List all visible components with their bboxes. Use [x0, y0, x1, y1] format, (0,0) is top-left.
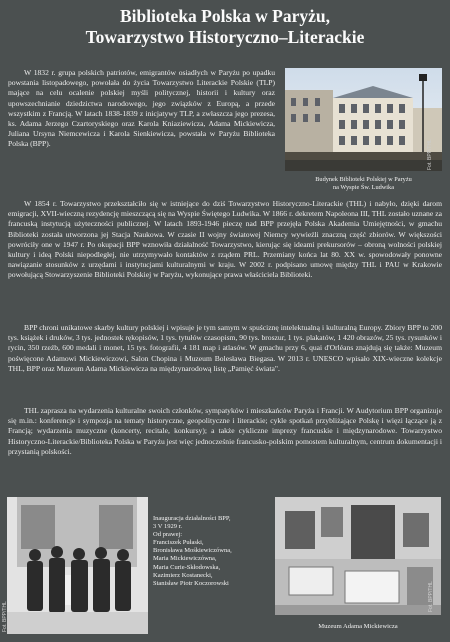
photo-credit-1: Fot. BPP/THL: [427, 139, 433, 170]
inauguration-group-illustration: [7, 497, 148, 634]
caption-line-2: na Wyspie Św. Ludwika: [332, 184, 394, 191]
inauguration-caption: [153, 515, 271, 588]
caption-row: 3 V 1929 r.: [153, 523, 183, 531]
title-line-1: Biblioteka Polska w Paryżu,: [119, 6, 330, 26]
mickiewicz-museum-caption: Muzeum Adama Mickiewicza: [318, 623, 398, 630]
caption-row: Maria Mickiewiczówna,: [153, 555, 217, 563]
caption-line-1: Budynek Biblioteki Polskiej w Paryżu: [315, 176, 412, 183]
caption-row: Franciszek Pułaski,: [153, 539, 204, 547]
caption-row: Od prawej:: [153, 531, 183, 539]
caption-row: Inauguracja działalności BPP,: [153, 515, 231, 522]
paragraph-collections: BPP chroni unikatowe skarby kultury polskiej i wpisuje je tym samym w spuściznę intelektualną i kulturalną Europy. Zbiory BPP to 200 tys. książek i druków, 3 tys. jednostek rękopisów, 1 tys. tytułów czasopism, 90 tys. broszur, 1 tys. plakatów, 1 420 obrazów, 25 tys. rysunków i rycin, 350 rzeźb, 600 medali i monet, 15 tys. fotografii, 4 181 map i atlasów. W gmachu przy 6, quai d'Orléans znajdują się także: Muzeum poświęcone Adamowi Mickiewiczowi, Salon Chopina i Muzeum Bolesława Biegasa. W 2013 r. UNESCO wpisało XIX-wieczne kolekcje THL, BPP oraz Muzeum Adama Mickiewicza na międzynarodową listę „Pamięć świata".: [8, 323, 442, 373]
inauguration-photo: [7, 497, 148, 634]
paragraph-events: THL zaprasza na wydarzenia kulturalne swoich członków, sympatyków i mieszkańców Paryża i Francji. W Audytorium BPP organizuje się m.in.: konferencje i sympozja na tematy historyczne, geopolityczne i literackie; cykle spotkań przybliżające Polskę i więzi łączące ją z Francją; wydarzenia muzyczne (koncerty, recitale, konkursy); a także cykliczne imprezy francuskie i międzynarodowe. Towarzystwo Historyczno-Literackie/Biblioteka Polska w Paryżu jest więc jednocześnie francusko-polskim pomostem kulturalnym, centrum dokumentacji i przystanią polskości.: [8, 406, 442, 456]
title-line-2: Towarzystwo Historyczno–Literackie: [85, 27, 365, 47]
mickiewicz-museum-photo: [275, 497, 441, 615]
poster-title: [0, 6, 450, 48]
paragraph-history-1832: W 1832 r. grupa polskich patriotów, emigrantów osiadłych w Paryżu po upadku powstania listopadowego, powołała do życia Towarzystwo Literackie Polskie (TLP) mające na celu ocalenie polskiej myśli politycznej, historii i kultury oraz upowszechnianie dziedzictwa narodowego, jego związków z Europą, a przede wszystkim z Francją. W latach 1838-1839 z inicjatywy TLP, a zwłaszcza jego prezesa, ks. Adama Jerzego Czartoryskiego oraz Karola Kniaziewicza, Adama Mickiewicza, Juliana Ursyna Niemcewicza i Karola Sienkiewicza, powstała w Paryżu Biblioteka Polska (BPP).: [8, 68, 275, 149]
caption-row: Maria Curie-Skłodowska,: [153, 563, 221, 571]
photo-credit-3: Fot. BPP/THL: [428, 581, 434, 612]
library-building-illustration: [285, 68, 442, 171]
photo-credit-2: Fot. BPP/THL: [2, 601, 8, 632]
museum-interior-illustration: [275, 497, 441, 615]
paragraph-history-1854: W 1854 r. Towarzystwo przekształciło się w istniejące do dziś Towarzystwo Historyczno-Literackie (THL) i nabyło, dzięki darom emigracji, XVII-wieczną rezydencję mieszczącą się na Wyspie Świętego Ludwika. W 1866 r. dekretem Napoleona III, THL zostało uznane za francuską instytucją użyteczności publicznej. W latach 1893-1946 pieczę nad BPP przejęła Polska Akademia Umiejętności, w gmachu Biblioteki została utworzona jej Stacja Naukowa. W czasie II wojny światowej Niemcy wywieźli znaczną część zbiorów. W większości powróciły one w 1947 r. Po okupacji BPP wznowiła działalność Towarzystwo, kierując się ideami prekursorów – obroną wolności polskiej kultury i ideą Polski niepodległej, nie utrzymywało kontaktów z rządem PRL. Przemiany końca lat 80. XX w. spowodowały ponowne nawiązanie stosunków z urzędami i instytucjami kulturalnymi w kraju. W 2002 r. podpisano umowę między THL i PAU w Krakowie powołującą Stowarzyszenie Biblioteki Polskiej w Paryżu, wykonujące prawa właściciela Biblioteki.: [8, 199, 442, 280]
caption-row: Stanisław Piotr Koczorowski: [153, 579, 229, 587]
caption-row: Bronisława Mośkiewiczówna,: [153, 547, 232, 555]
library-building-caption: [285, 176, 442, 192]
caption-row: Kazimierz Kostanecki,: [153, 571, 213, 579]
library-building-photo: [285, 68, 442, 171]
